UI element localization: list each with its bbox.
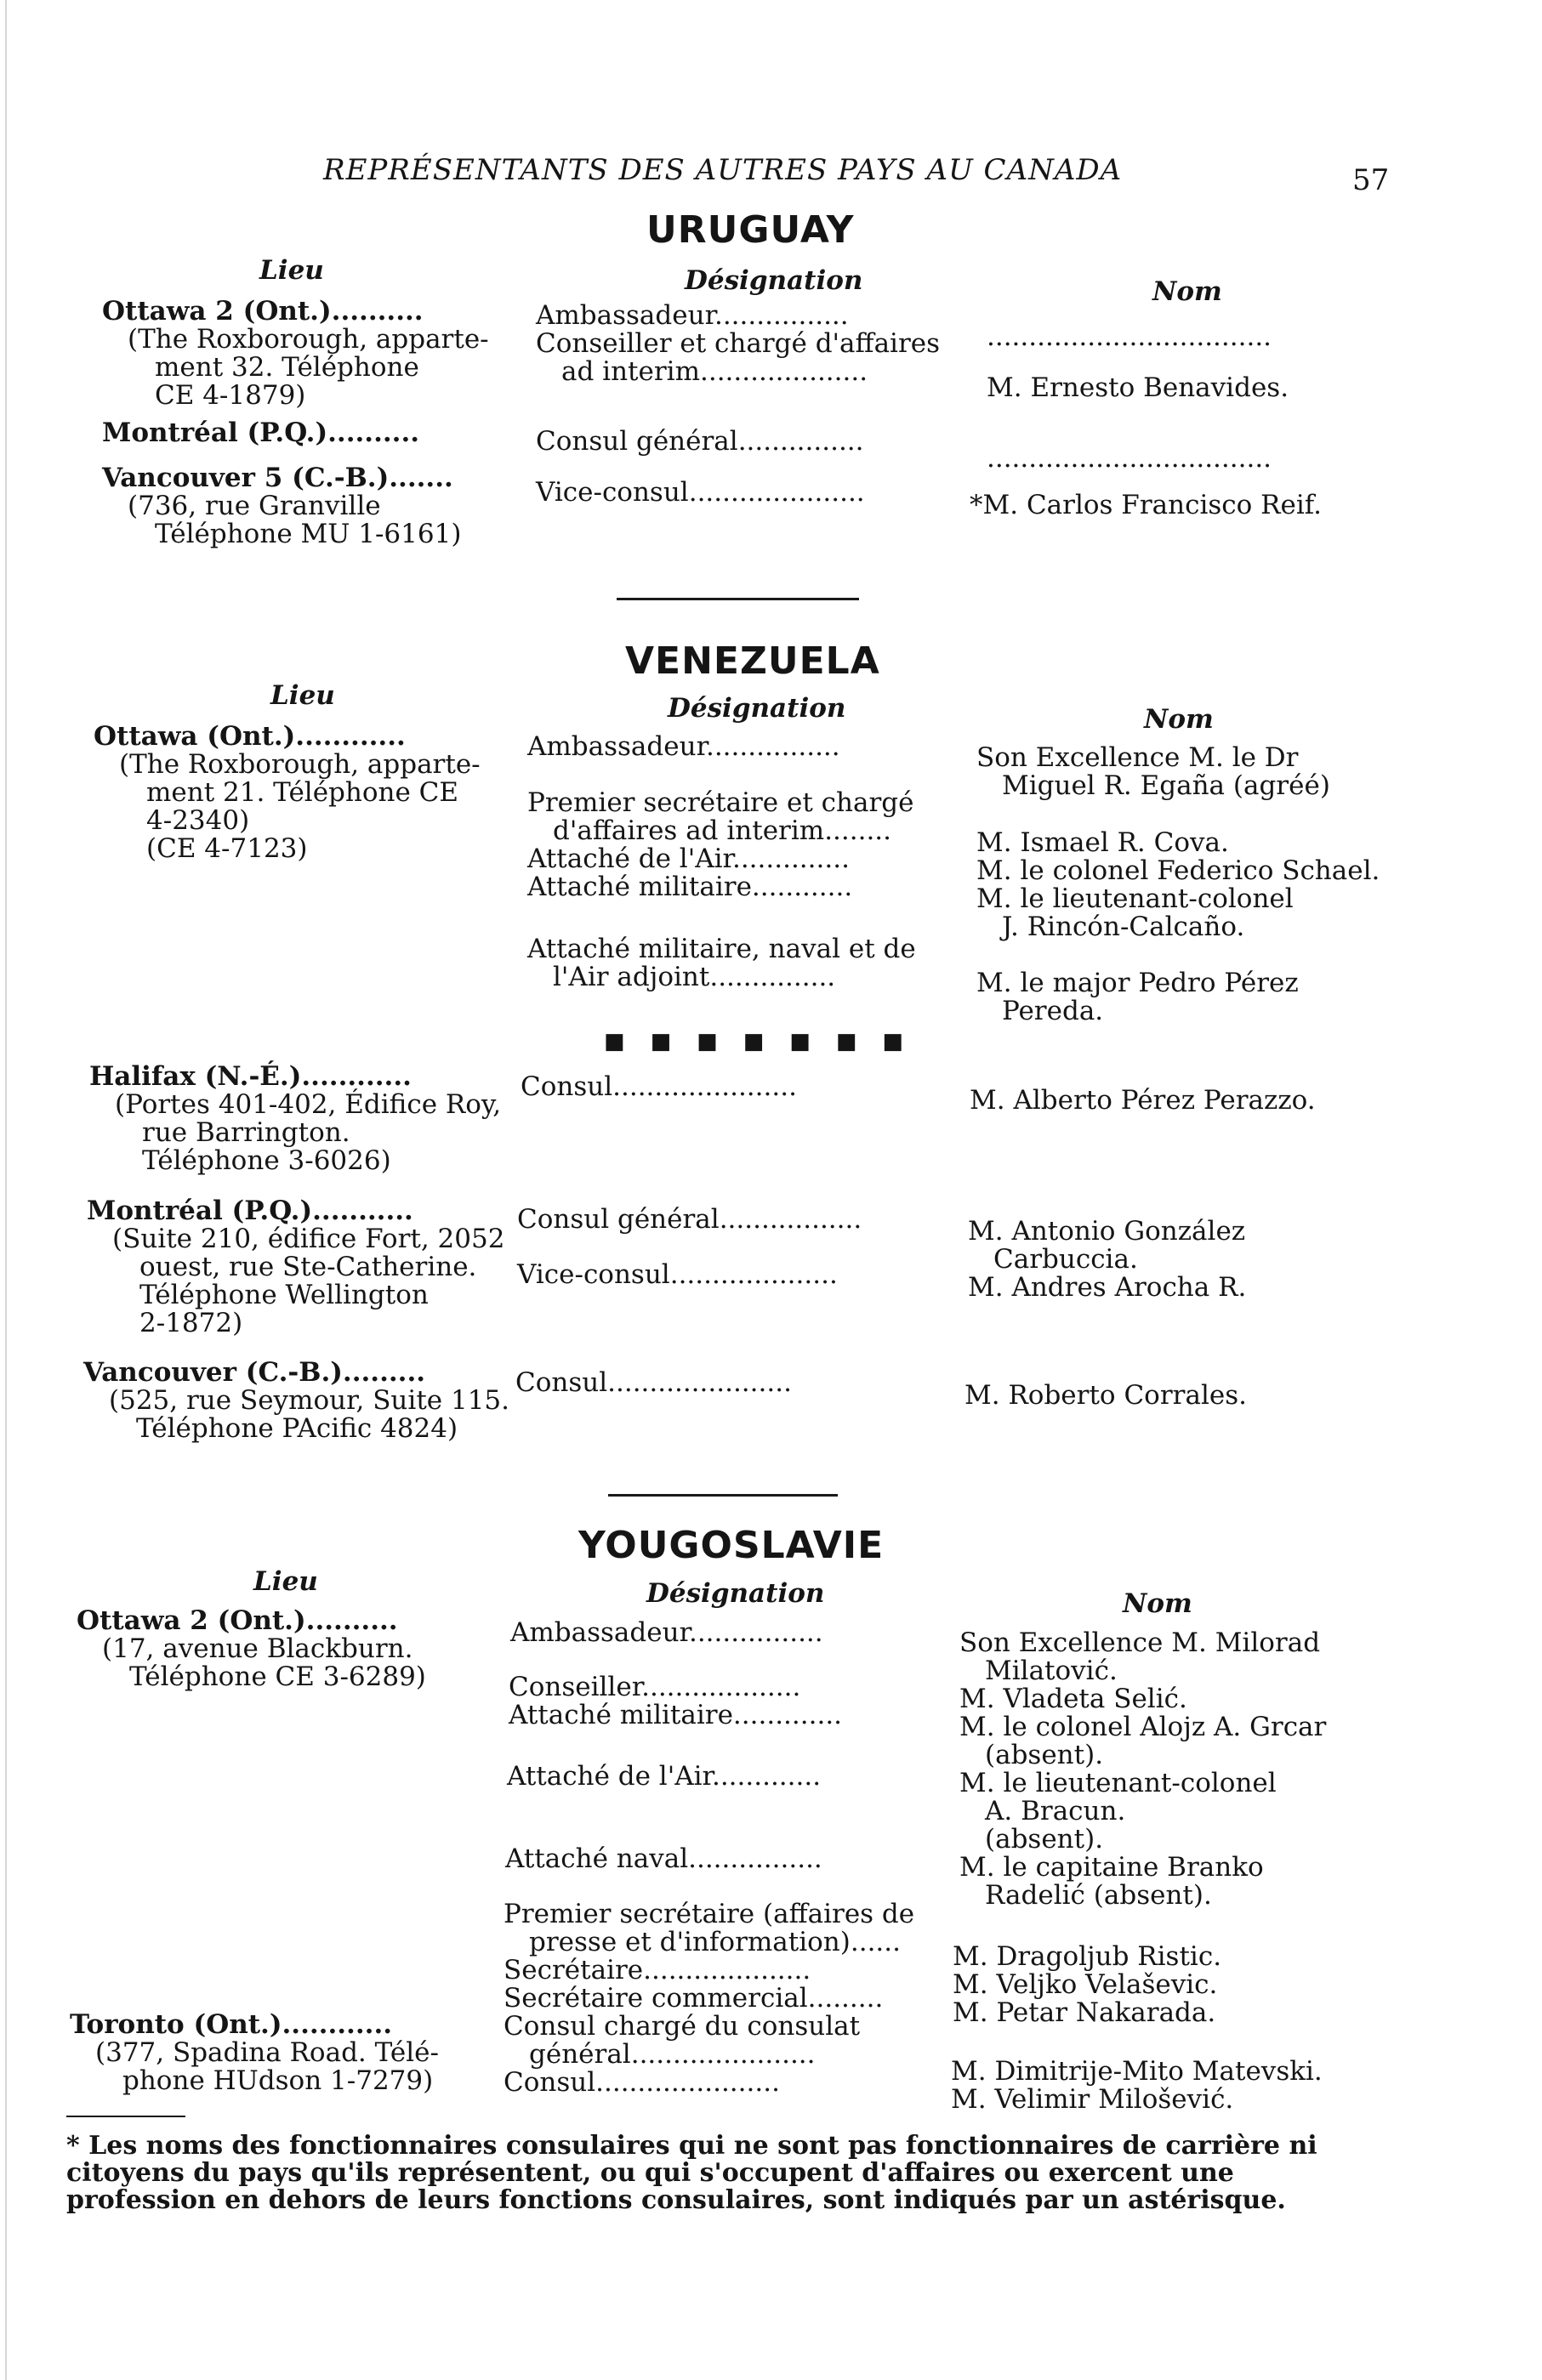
venezuela-halifax-designation: Consul...................... [521, 1071, 797, 1102]
address-line: Téléphone CE 3-6289) [129, 1661, 426, 1692]
yugoslavia-toronto-entry [70, 2011, 439, 2095]
section-separator [617, 598, 859, 600]
venezuela-names-block [976, 829, 1380, 941]
col-header-name: Nom [1152, 276, 1222, 307]
address-line: rue Barrington. [142, 1117, 350, 1148]
designation-line: Ambassadeur................ [536, 300, 849, 331]
designation-line: ad interim.................... [561, 356, 868, 387]
venezuela-montreal-designation-vice-consul: Vice-consul.................... [517, 1259, 838, 1290]
name-line: Radelić (absent). [985, 1880, 1212, 1911]
venezuela-montreal-entry [87, 1197, 504, 1338]
venezuela-name-ambassador [976, 744, 1330, 800]
col-header-name: Nom [1123, 1588, 1192, 1619]
designation-line: Conseiller................... [509, 1672, 801, 1702]
venezuela-montreal-names [968, 1218, 1246, 1302]
place-line: Vancouver 5 (C.-B.)....... [102, 463, 453, 493]
name-line: M. le lieutenant-colonel [976, 883, 1294, 914]
yugoslavia-designation-naval: Attaché naval................ [505, 1843, 822, 1874]
yugoslavia-ottawa-entry [77, 1607, 426, 1691]
venezuela-halifax-entry [89, 1063, 501, 1175]
uruguay-designation-vice-consul: Vice-consul..................... [536, 477, 865, 508]
name-line: M. le lieutenant-colonel [959, 1768, 1277, 1798]
name-line: (absent). [985, 1740, 1104, 1770]
venezuela-halifax-name: M. Alberto Pérez Perazzo. [970, 1085, 1316, 1116]
name-line: M. Velimir Milošević. [951, 2084, 1234, 2115]
name-line: M. Petar Nakarada. [953, 1997, 1216, 2028]
col-header-name: Nom [1144, 704, 1214, 735]
venezuela-designation-ambassador: Ambassadeur................ [527, 731, 840, 762]
page-number: 57 [1352, 163, 1390, 197]
place-line: Halifax (N.-É.)............ [89, 1061, 412, 1092]
address-line: CE 4-1879) [155, 380, 306, 411]
name-line: M. Dimitrije-Mito Matevski. [951, 2056, 1323, 2087]
name-line: M. le colonel Alojz A. Grcar [959, 1712, 1327, 1742]
section-separator [608, 1494, 838, 1497]
address-line: Téléphone 3-6026) [142, 1145, 391, 1176]
square-separator-marks: ■■■■■■■ [604, 1029, 929, 1054]
col-header-place: Lieu [270, 680, 335, 711]
name-line: M. Vladeta Selić. [959, 1684, 1187, 1714]
yugoslavia-names-block-3 [951, 2058, 1323, 2114]
name-line: M. le capitaine Branko [959, 1852, 1264, 1883]
designation-line: Conseiller et chargé d'affaires [536, 328, 941, 359]
address-line: Téléphone MU 1-6161) [155, 519, 462, 549]
uruguay-name-consul-general: .................................. [987, 443, 1272, 474]
footnote-rule [66, 2116, 185, 2117]
designation-line: Premier secrétaire (affaires de [504, 1899, 915, 1929]
country-title-yugoslavia: YOUGOSLAVIE [578, 1524, 885, 1567]
col-header-place: Lieu [259, 255, 324, 286]
designation-line: Attaché militaire............. [509, 1700, 843, 1730]
name-line: A. Bracun. [985, 1796, 1126, 1826]
uruguay-designations [536, 302, 940, 386]
designation-line: Consul...................... [504, 2067, 780, 2098]
address-line: (Suite 210, édifice Fort, 2052 [112, 1224, 505, 1254]
designation-line: Attaché de l'Air.............. [527, 844, 850, 874]
address-line: (525, rue Seymour, Suite 115. [109, 1385, 509, 1416]
venezuela-ottawa-entry [94, 723, 481, 863]
address-line: 2-1872) [139, 1308, 243, 1338]
designation-line: presse et d'information)...... [529, 1927, 901, 1957]
name-line: Son Excellence M. Milorad [959, 1627, 1321, 1658]
address-line: phone HUdson 1-7279) [122, 2065, 434, 2096]
col-header-place: Lieu [253, 1566, 318, 1597]
uruguay-name-charge: M. Ernesto Benavides. [987, 372, 1289, 403]
place-line: Vancouver (C.-B.)......... [83, 1357, 426, 1388]
place-line: Toronto (Ont.)............ [70, 2009, 393, 2040]
designation-line: Consul chargé du consulat [504, 2011, 861, 2042]
address-line: (CE 4-7123) [146, 833, 308, 864]
address-line: (Portes 401-402, Édifice Roy, [115, 1089, 502, 1120]
yugoslavia-designation-air: Attaché de l'Air............. [507, 1761, 822, 1792]
address-line: ment 32. Téléphone [155, 352, 419, 383]
address-line: (The Roxborough, apparte- [128, 324, 489, 355]
yugoslavia-names-block-1 [959, 1629, 1326, 1910]
place-line: Ottawa (Ont.)............ [94, 721, 406, 752]
address-line: (377, Spadina Road. Télé- [95, 2037, 439, 2068]
designation-line: Secrétaire.................... [504, 1955, 811, 1985]
yugoslavia-designation-block-2 [504, 1900, 914, 2097]
uruguay-name-vice-consul: *M. Carlos Francisco Reif. [970, 490, 1322, 520]
yugoslavia-designation-block-1 [509, 1673, 842, 1730]
footnote: * Les noms des fonctionnaires consulaires qui ne sont pas fonctionnaires de carrière ni citoyens du pays qu'ils représentent, ou qui s'occupent d'affaires ou exercent une profession en dehors de leurs fonctions consulaires, sont indiqués par un astérisque. [66, 2131, 1317, 2215]
venezuela-montreal-designation-consul-general: Consul général................. [517, 1204, 862, 1235]
address-line: (736, rue Granville [128, 491, 381, 521]
uruguay-vancouver-entry [102, 464, 461, 548]
name-line: Son Excellence M. le Dr [976, 742, 1299, 773]
designation-line: Secrétaire commercial......... [504, 1983, 884, 2014]
place-line: Ottawa 2 (Ont.).......... [102, 296, 424, 327]
address-line: Téléphone PAcific 4824) [136, 1413, 458, 1444]
address-line: 4-2340) [146, 805, 250, 836]
venezuela-vancouver-designation: Consul...................... [515, 1367, 792, 1398]
name-line: (absent). [985, 1824, 1104, 1855]
place-line: Montréal (P.Q.)........... [87, 1196, 413, 1226]
designation-line: l'Air adjoint............... [553, 962, 836, 992]
col-header-designation: Désignation [668, 693, 846, 724]
yugoslavia-designation-ambassador: Ambassadeur................ [510, 1617, 823, 1648]
designation-line: d'affaires ad interim........ [553, 815, 892, 846]
name-line: Pereda. [1002, 996, 1104, 1026]
venezuela-vancouver-name: M. Roberto Corrales. [964, 1380, 1247, 1411]
venezuela-name-adjoint [976, 969, 1299, 1025]
address-line: (17, avenue Blackburn. [102, 1633, 413, 1664]
address-line: (The Roxborough, apparte- [119, 749, 481, 780]
name-line: M. Ismael R. Cova. [976, 827, 1229, 858]
col-header-designation: Désignation [685, 265, 863, 296]
designation-line: Attaché militaire............ [527, 872, 853, 902]
venezuela-designations-block [527, 789, 913, 901]
designation-line: Attaché militaire, naval et de [527, 934, 916, 964]
designation-line: général...................... [529, 2039, 816, 2070]
country-title-venezuela: VENEZUELA [625, 639, 880, 683]
yugoslavia-names-block-2 [953, 1943, 1221, 2027]
address-line: ment 21. Téléphone CE [146, 777, 459, 808]
running-head: REPRÉSENTANTS DES AUTRES PAYS AU CANADA [323, 153, 1123, 187]
venezuela-designation-adjoint [527, 935, 916, 991]
address-line: ouest, rue Ste-Catherine. [139, 1252, 477, 1282]
venezuela-vancouver-entry [83, 1359, 509, 1443]
name-line: M. Dragoljub Ristic. [953, 1941, 1222, 1972]
designation-line: Premier secrétaire et chargé [527, 787, 914, 818]
uruguay-montreal-entry: Montréal (P.Q.).......... [102, 417, 420, 448]
name-line: J. Rincón-Calcaño. [1002, 912, 1245, 942]
name-line: M. Veljko Velaševic. [953, 1969, 1218, 2000]
place-line: Ottawa 2 (Ont.).......... [77, 1605, 398, 1636]
name-line: Milatović. [985, 1656, 1118, 1686]
name-line: M. Andres Arocha R. [968, 1272, 1247, 1303]
address-line: Téléphone Wellington [139, 1280, 429, 1310]
name-line: Miguel R. Egaña (agréé) [1002, 770, 1330, 801]
uruguay-name-ambassador: .................................. [987, 321, 1272, 352]
name-line: Carbuccia. [993, 1244, 1138, 1275]
name-line: M. le major Pedro Pérez [976, 968, 1299, 998]
uruguay-ottawa-entry [102, 298, 489, 410]
name-line: M. le colonel Federico Schael. [976, 855, 1380, 886]
page-edge-line [5, 0, 7, 2380]
name-line: M. Antonio González [968, 1216, 1246, 1247]
uruguay-designation-consul-general: Consul général............... [536, 426, 864, 457]
country-title-uruguay: URUGUAY [646, 208, 855, 252]
col-header-designation: Désignation [646, 1578, 825, 1609]
